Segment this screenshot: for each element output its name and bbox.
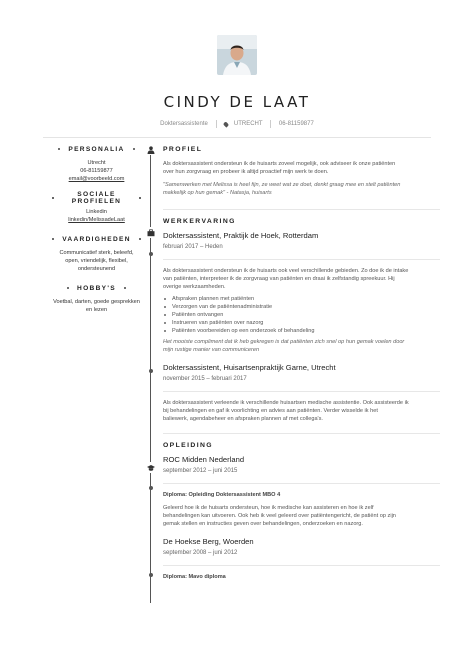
section-divider	[163, 433, 440, 434]
header-city: UTRECHT	[233, 121, 263, 127]
candidate-name: CINDY DE LAAT	[163, 93, 311, 111]
subheader	[0, 120, 474, 128]
social-platform: Linkedin	[86, 209, 107, 215]
email-link[interactable]: email@voorbeeld.com	[68, 176, 125, 182]
skills-line: open, vriendelijk, flexibel,	[65, 258, 128, 264]
list-item: Verzorgen van de patiëntenadministratie	[163, 303, 440, 311]
person-icon	[145, 144, 156, 155]
phone: 06-81159877	[80, 168, 113, 174]
timeline-dot	[149, 252, 153, 256]
main-content	[163, 145, 440, 581]
location-pin-icon	[223, 121, 229, 127]
sidebar	[44, 144, 149, 324]
job-title: Doktersassistent, Huisartsenpraktijk Garne, Utrecht	[163, 363, 336, 372]
list-item: Patiënten voorbereiden op een onderzoek of behandeling	[163, 327, 440, 335]
profile-photo	[217, 35, 257, 75]
linkedin-link[interactable]: linkedin/MelissadeLaat	[68, 217, 125, 223]
job-description: Als doktersassistent ondersteun ik de huisarts ook veel verschillende gebieden. Zo doe ik de intake van patiënten, interpreteer ik de zorgvraag van patiënten en draai ik zelfstandig spreekuur. Hij overige werkzaamheden.	[163, 268, 409, 290]
header-phone: 06-81159877	[278, 121, 314, 127]
bullet-dot-icon	[58, 148, 61, 151]
section-title-personalia: PERSONALIA	[68, 145, 125, 153]
list-item: Instrueren van patiënten over nazorg	[163, 319, 440, 327]
education-entry	[163, 537, 440, 581]
bullet-dot-icon	[133, 148, 136, 151]
entry-divider	[163, 391, 440, 392]
timeline-dot	[149, 573, 153, 577]
job-dates: februari 2017 – Heden	[163, 244, 223, 250]
personalia-section	[44, 144, 149, 183]
task-list	[163, 295, 440, 335]
job-entry	[163, 231, 440, 354]
hobbies-line: Voetbal, darten, goede gesprekken	[53, 299, 140, 305]
diploma: Diploma: Mavo diploma	[163, 574, 226, 580]
education-description: Geleerd hoe ik de huisarts ondersteun, hoe ik medische kan assisteren en hoe ik zelf behandelingen kan uitvoeren. Ook heb ik veel geleerd over patiëntengericht, de patiënt op zijn gemak stellen en instructies geven over behandelingen, onderzoeken en nazorg.	[163, 505, 396, 527]
header-rule	[43, 137, 431, 138]
job-title: Doktersassistent, Praktijk de Hoek, Rotterdam	[163, 231, 319, 240]
school-name: ROC Midden Nederland	[163, 455, 245, 464]
entry-divider	[163, 565, 440, 566]
bullet-dot-icon	[52, 238, 54, 241]
timeline-line	[150, 150, 151, 603]
job-dates: november 2015 – februari 2017	[163, 376, 247, 382]
timeline-dot	[149, 369, 153, 373]
skills-line: ondersteunend	[77, 266, 116, 272]
hobbies-line: en lezen	[85, 307, 108, 313]
section-title-experience: WERKERVARING	[163, 218, 236, 225]
school-name: De Hoekse Berg, Woerden	[163, 537, 254, 546]
job-description: Als doktersassistent verleende ik verschillende huisartsen medische assistentie. Ook assisteerde ik bij behandelingen en gaf ik voorlichting en advies aan patiënten. Verder wisselde ik het baliewerk, agendabeheer en afspraken plannen af met collega's.	[163, 400, 409, 422]
section-title-skills: VAARDIGHEDEN	[62, 235, 131, 243]
list-item: Afspraken plannen met patiënten	[163, 295, 440, 303]
section-title-social: SOCIALE PROFIELEN	[71, 191, 122, 205]
section-title-education: OPLEIDING	[163, 442, 213, 449]
education-dates: september 2012 – juni 2015	[163, 468, 238, 474]
section-title-profile: PROFIEL	[163, 146, 203, 153]
divider	[270, 120, 271, 128]
job-quote: Het mooiste compliment dat ik heb gekregen is dat patiënten zich snel op hun gemak voelen door mijn rustige manier van communiceren	[163, 339, 405, 353]
bullet-dot-icon	[67, 287, 70, 290]
section-divider	[163, 209, 440, 210]
section-title-hobbies: HOBBY'S	[77, 284, 116, 292]
briefcase-icon	[145, 227, 156, 238]
profile-text: Als doktersassistent ondersteun ik de huisarts zoveel mogelijk, ook adviseer ik onze patiënten over hun zorgvraag en probeer ik altijd proactief mijn werk te doen.	[163, 161, 396, 175]
hobbies-section	[44, 283, 149, 314]
city: Utrecht	[87, 160, 106, 166]
bullet-dot-icon	[139, 238, 141, 241]
entry-divider	[163, 483, 440, 484]
bullet-dot-icon	[124, 287, 127, 290]
job-entry	[163, 363, 440, 423]
divider	[216, 120, 217, 128]
job-title: Doktersassistente	[160, 121, 208, 127]
social-section	[44, 193, 149, 224]
profile-quote: "Samenwerken met Melissa is heel fijn, ze weet wat ze doet, denkt graag mee en stelt patiënten makkelijk op hun gemak" - Natasja, huisarts	[163, 182, 401, 196]
list-item: Patiënten ontvangen	[163, 311, 440, 319]
bullet-dot-icon	[139, 197, 141, 200]
skills-section	[44, 234, 149, 273]
graduation-cap-icon	[145, 462, 156, 473]
education-dates: september 2008 – juni 2012	[163, 550, 238, 556]
skills-line: Communicatief sterk, beleefd,	[59, 250, 134, 256]
education-entry	[163, 455, 440, 528]
timeline-dot	[149, 486, 153, 490]
diploma: Diploma: Opleiding Doktersassistent MBO 4	[163, 492, 281, 498]
bullet-dot-icon	[52, 197, 54, 200]
entry-divider	[163, 259, 440, 260]
